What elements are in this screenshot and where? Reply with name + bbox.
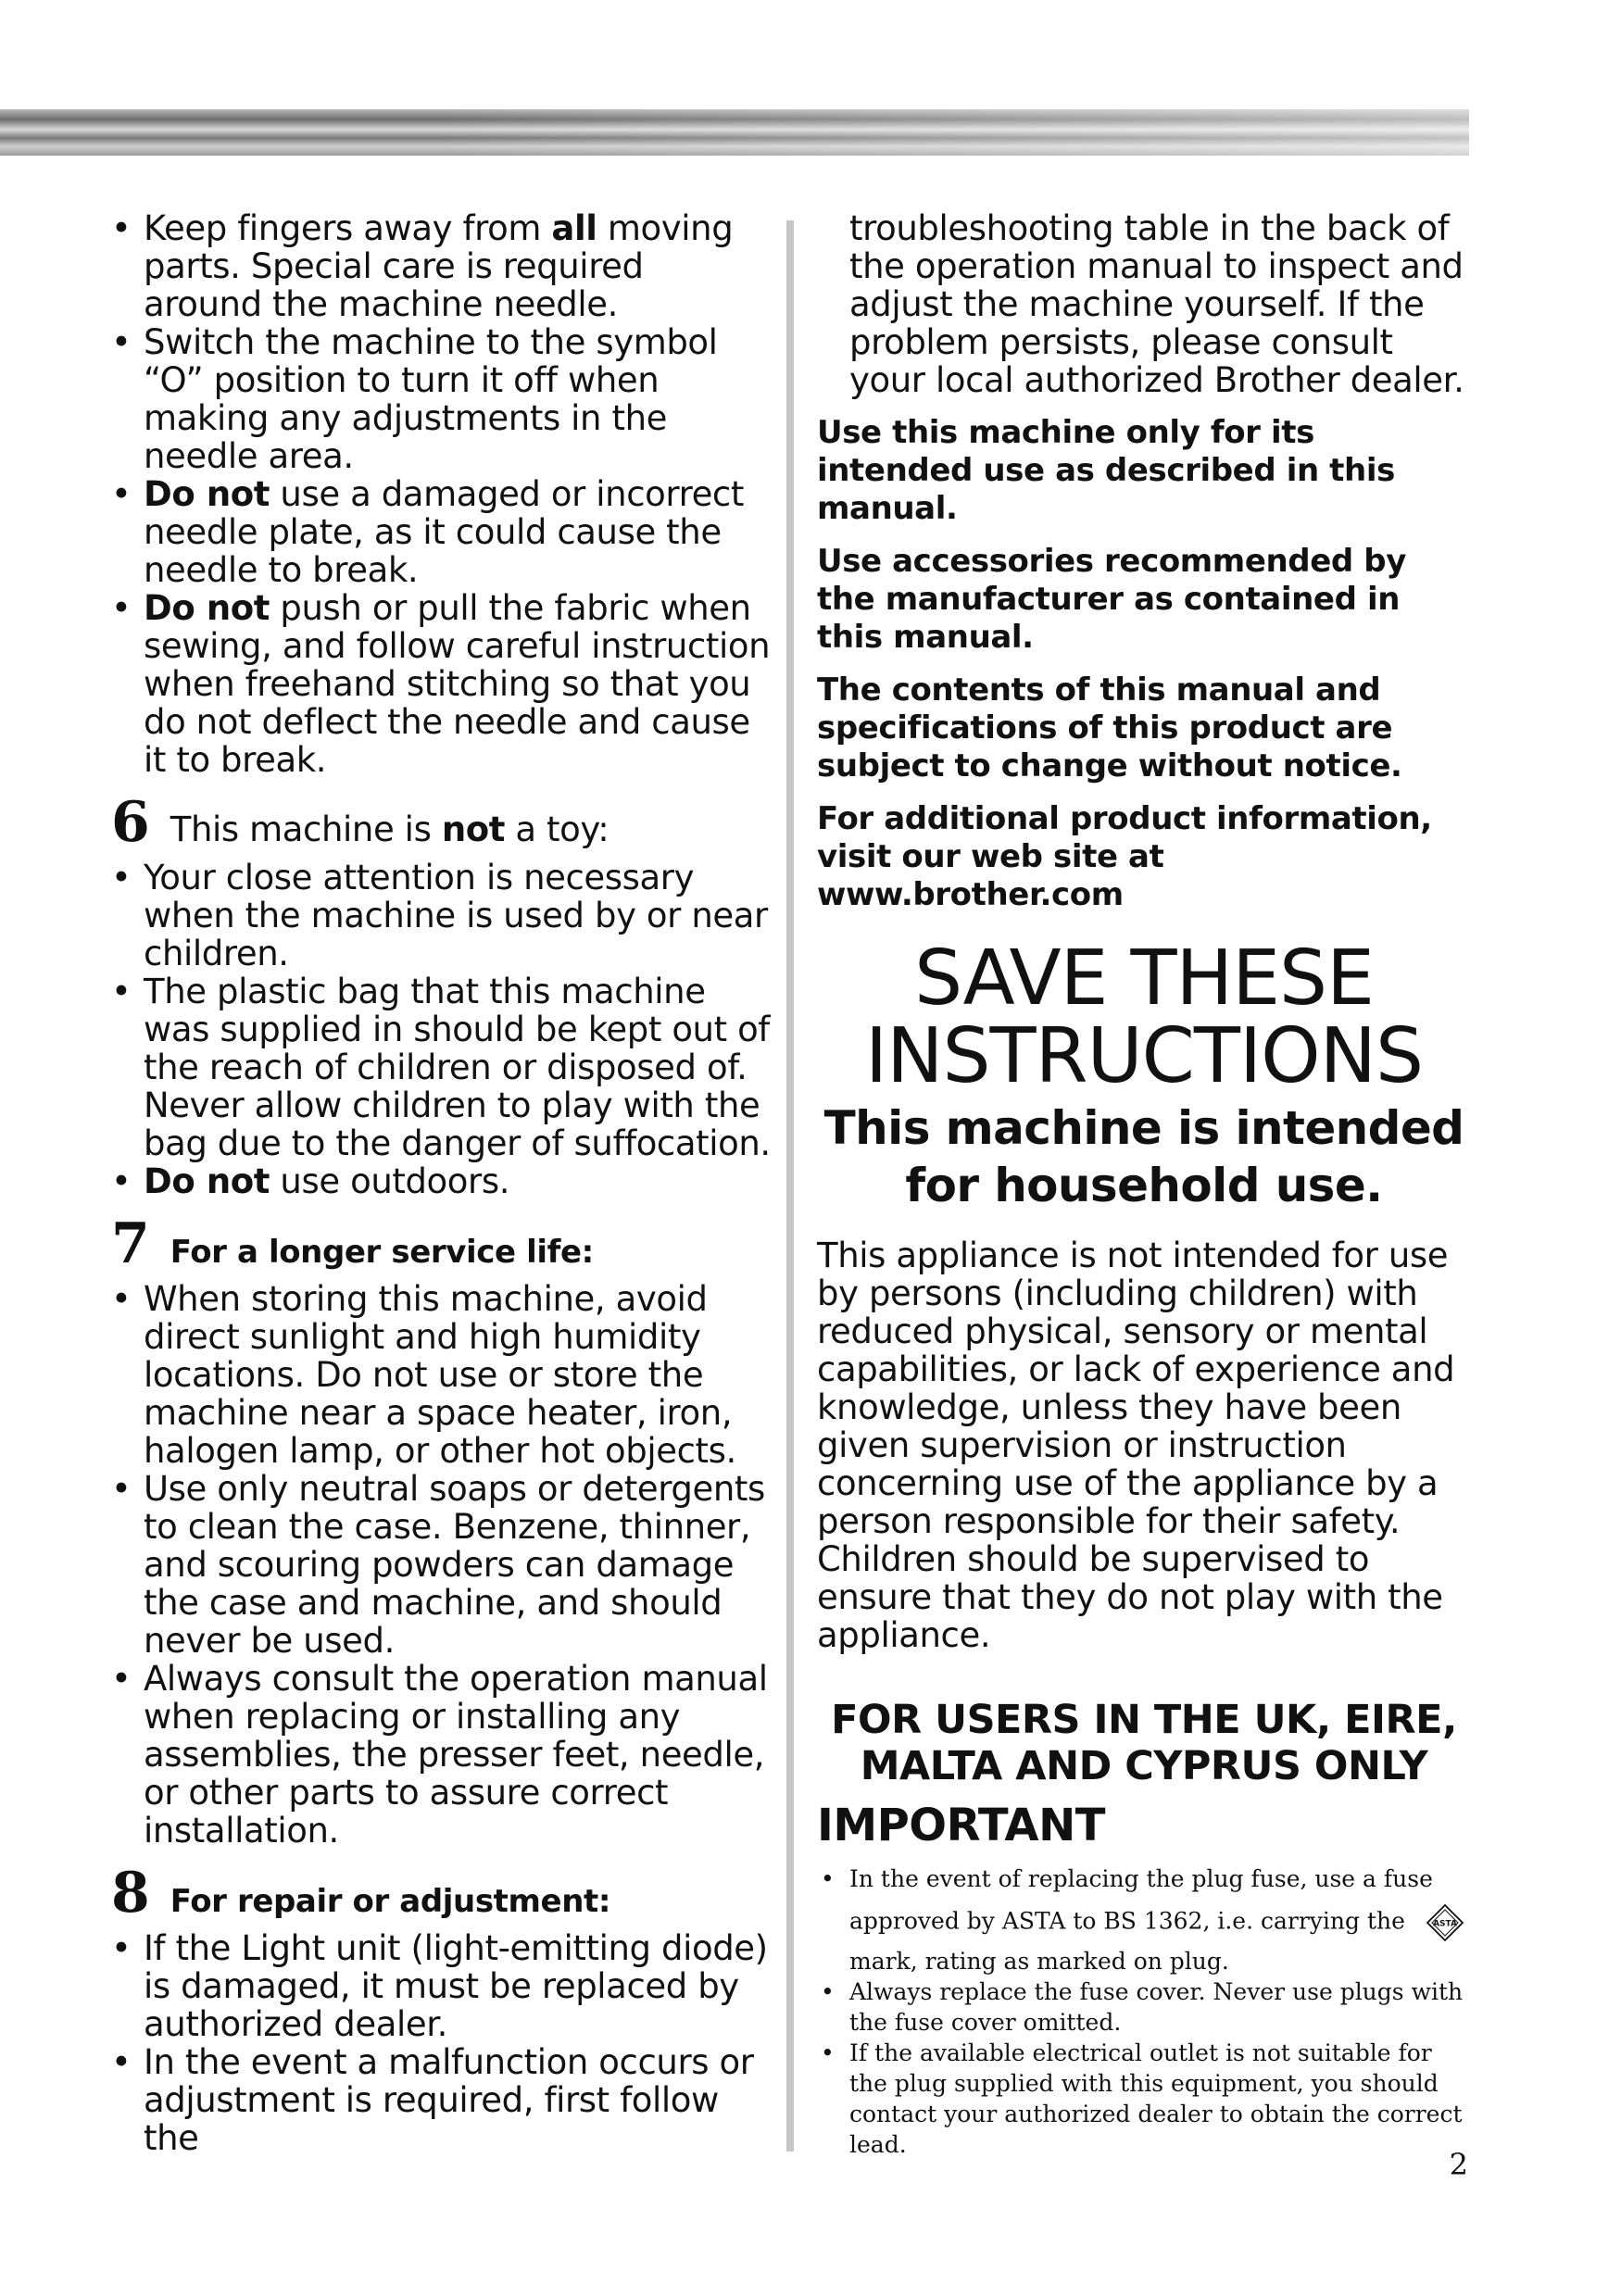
list-item: • Use only neutral soaps or detergents to clean the case. Benzene, thinner, and scouring powders can damage the case and machine, and should never be used.: [111, 1470, 771, 1660]
section-number: 8: [111, 1861, 150, 1926]
section-title: This machine is not a toy:: [170, 809, 609, 849]
safety-bullet-list: [111, 209, 771, 779]
section-8-heading: [111, 1863, 771, 1924]
intended-use-note: Use this machine only for its intended use as described in this manual.: [817, 414, 1395, 527]
section-8-list: [111, 1929, 771, 2157]
list-item: • If the Light unit (light-emitting diode) is damaged, it must be replaced by authorized dealer.: [111, 1929, 771, 2043]
continuation-text: [817, 209, 1471, 399]
list-item: • In the event a malfunction occurs or adjustment is required, first follow the: [111, 2043, 771, 2157]
asta-mark-icon: [1426, 1903, 1464, 1942]
list-item: • Do not push or pull the fabric when sewing, and follow careful instruction when freehand stitching so that you do not deflect the needle and cause it to break.: [111, 589, 771, 779]
list-item: • Keep fingers away from all moving parts. Special care is required around the machine needle.: [111, 209, 771, 323]
list-item: • Do not use outdoors.: [111, 1162, 771, 1200]
list-item: • Always replace the fuse cover. Never use plugs with the fuse cover omitted.: [817, 1976, 1471, 2038]
section-title: For a longer service life:: [170, 1234, 594, 1271]
save-instructions-title: SAVE THESE INSTRUCTIONS: [864, 935, 1424, 1100]
section-6-heading: [111, 792, 771, 853]
list-item: • Do not use a damaged or incorrect needle plate, as it could cause the needle to break.: [111, 475, 771, 589]
section-number: 6: [111, 790, 150, 855]
section-number: 7: [111, 1211, 150, 1276]
list-item: • The plastic bag that this machine was supplied in should be kept out of the reach of children or disposed of. Never allow children to play with the bag due to the danger of suffocation.: [111, 972, 771, 1162]
section-title: For repair or adjustment:: [170, 1883, 611, 1920]
left-column: [111, 209, 771, 2157]
important-heading: IMPORTANT: [817, 1800, 1105, 1851]
list-item: • Your close attention is necessary when the machine is used by or near children.: [111, 859, 771, 972]
list-item: • If the available electrical outlet is not suitable for the plug supplied with this equipment, you should contact your authorized dealer to obtain the correct lead.: [817, 2038, 1471, 2160]
section-6-list: [111, 859, 771, 1200]
household-use-heading: This machine is intended for household use.: [823, 1101, 1464, 1212]
children-supervision-note: Children should be supervised to ensure that they do not play with the appliance.: [817, 1539, 1443, 1655]
list-item: troubleshooting table in the back of the operation manual to inspect and adjust the machine yourself. If the problem persists, please consult your local authorized Brother dealer.: [849, 208, 1464, 400]
important-list: [817, 1863, 1471, 2160]
header-gradient-bar: [0, 109, 1469, 156]
section-7-heading: [111, 1213, 771, 1274]
uk-users-heading: FOR USERS IN THE UK, EIRE, MALTA AND CYPRUS ONLY: [831, 1697, 1457, 1789]
list-item: • Switch the machine to the symbol “O” position to turn it off when making any adjustments in the needle area.: [111, 323, 771, 475]
page-number: 2: [1449, 2147, 1468, 2182]
change-notice: The contents of this manual and specifications of this product are subject to change without notice.: [817, 671, 1402, 784]
asta-mark-label: ASTA: [1432, 1919, 1457, 1929]
accessories-note: Use accessories recommended by the manufacturer as contained in this manual.: [817, 543, 1406, 656]
column-divider: [786, 220, 794, 2152]
website-note: For additional product information, visit our web site at www.brother.com: [817, 800, 1432, 913]
appliance-warning: This appliance is not intended for use by persons (including children) with reduced physical, sensory or mental capabilities, or lack of experience and knowledge, unless they have been given supervision or instruction concerning use of the appliance by a person responsible for their safety.: [817, 1236, 1455, 1541]
list-item: • In the event of replacing the plug fuse, use a fuse approved by ASTA to BS 1362, i.e. carrying the ASTA mark, rating as marked on plug.: [817, 1863, 1471, 1976]
right-column: [817, 209, 1471, 2160]
list-item: • Always consult the operation manual when replacing or installing any assemblies, the presser feet, needle, or other parts to assure correct installation.: [111, 1660, 771, 1850]
list-item: • When storing this machine, avoid direct sunlight and high humidity locations. Do not use or store the machine near a space heater, iron, halogen lamp, or other hot objects.: [111, 1280, 771, 1470]
section-7-list: [111, 1280, 771, 1850]
